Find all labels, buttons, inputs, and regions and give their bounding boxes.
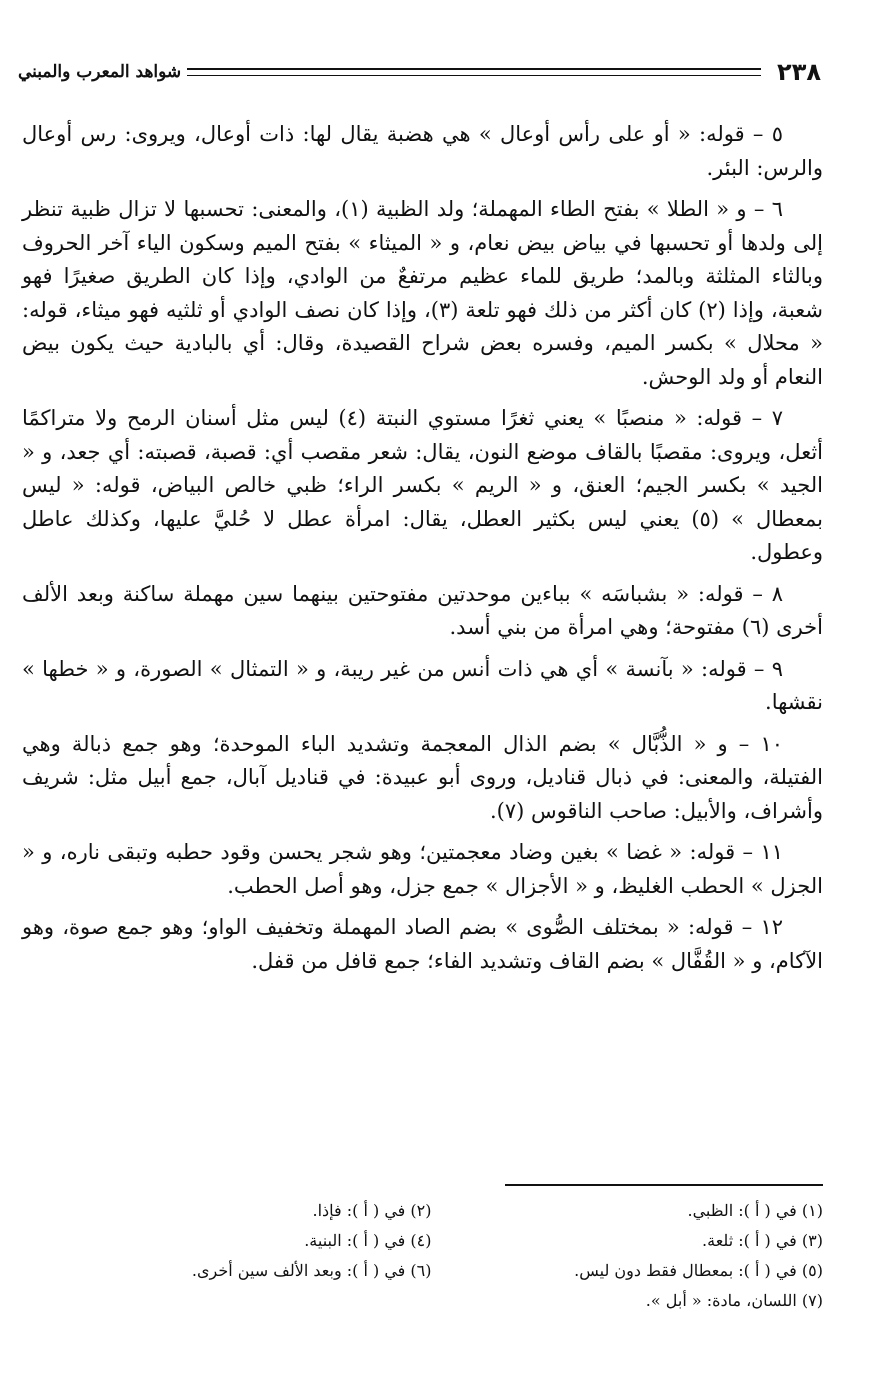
paragraph-6: ٦ – و « الطلا » بفتح الطاء المهملة؛ ولد الظبية (١)، والمعنى: تحسبها لا تزال ظبية تنظر إلى ولدها أو تحسبها في بياض بيض نعام، و « الميثاء » بفتح الميم وسكون الياء آخر الحروف وبالثاء المثلثة وبالمد؛ طريق للماء عظيم مرتفعٌ من الوادي، وإذا كان الطريق صغيرًا فهو شعبة، وإذا (٢) كان أكثر من ذلك فهو تلعة (٣)، وإذا كان نصف الوادي أو ثلثيه فهو ميثاء، قوله: « محلال » بكسر الميم، وفسره بعض شراح القصيدة، وقال: أي بالبادية حيث يكون بيض النعام أو ولد الوحش. bbox=[22, 197, 823, 389]
page-number: ٢٣٨ bbox=[777, 58, 821, 86]
footnote-5: (٥) في ( أ ): بمعطال فقط دون ليس. bbox=[574, 1261, 823, 1280]
footnote-1: (١) في ( أ ): الظبي. bbox=[687, 1201, 823, 1220]
footnotes bbox=[60, 1196, 823, 1316]
footnote-4: (٤) في ( أ ): البنية. bbox=[304, 1231, 432, 1250]
main-text bbox=[22, 118, 823, 986]
header-rule bbox=[187, 68, 761, 76]
footnote-2: (٢) في ( أ ): فإذا. bbox=[312, 1201, 432, 1220]
paragraph-7: ٧ – قوله: « منصبًا » يعني ثغرًا مستوي النبتة (٤) ليس مثل أسنان الرمح ولا متراكمًا أثعل، ويروى: مقصبًا بالقاف موضع النون، يقال: شعر مقصب أي: قصبة، قصبته: أي جعد، و « الجيد » بكسر الجيم؛ العنق، و « الريم » بكسر الراء؛ ظبي خالص البياض، قوله: « ليس بمعطال » (٥) يعني ليس بكثير العطل، يقال: امرأة عطل لا حُليَّ عليها، وكذلك عاطل وعطول. bbox=[22, 406, 824, 564]
running-title: شواهد المعرب والمبني bbox=[18, 62, 182, 82]
paragraph-12: ١٢ – قوله: « بمختلف الصُّوى » بضم الصاد المهملة وتخفيف الواو؛ وهو جمع صوة، وهو الآكام، و « القُفَّال » بضم القاف وتشديد الفاء؛ جمع قافل من قفل. bbox=[22, 915, 823, 973]
footnote-7: (٧) اللسان، مادة: « أبل ». bbox=[645, 1291, 823, 1310]
paragraph-5: ٥ – قوله: « أو على رأس أوعال » هي هضبة يقال لها: ذات أوعال، ويروى: رس أوعال والرس: البئر. bbox=[22, 122, 823, 180]
footnote-separator bbox=[505, 1184, 823, 1186]
paragraph-9: ٩ – قوله: « بآنسة » أي هي ذات أنس من غير ريبة، و « التمثال » الصورة، و « خطها » نقشها. bbox=[22, 656, 823, 714]
paragraph-10: ١٠ – و « الذُّبَّال » بضم الذال المعجمة وتشديد الباء الموحدة؛ وهو جمع ذبالة وهي الفتيلة، والمعنى: في ذبال قناديل، وروى أبو عبيدة: في قناديل آبال، جمع أبيل مثل: شريف وأشراف، والأبيل: صاحب الناقوس (٧). bbox=[22, 731, 823, 823]
paragraph-11: ١١ – قوله: « غضا » بغين وضاد معجمتين؛ وهو شجر يحسن وقود حطبه وتبقى ناره، و « الجزل » الحطب الغليظ، و « الأجزال » جمع جزل، وهو أصل الحطب. bbox=[22, 840, 823, 898]
footnote-3: (٣) في ( أ ): ثلعة. bbox=[702, 1231, 823, 1250]
paragraph-8: ٨ – قوله: « بشباسَه » بباءين موحدتين مفتوحتين بينهما سين مهملة ساكنة وبعد الألف أخرى (٦) مفتوحة؛ وهي امرأة من بني أسد. bbox=[22, 581, 823, 639]
page-header bbox=[18, 52, 821, 92]
footnote-6: (٦) في ( أ ): وبعد الألف سين أخرى. bbox=[191, 1261, 432, 1280]
